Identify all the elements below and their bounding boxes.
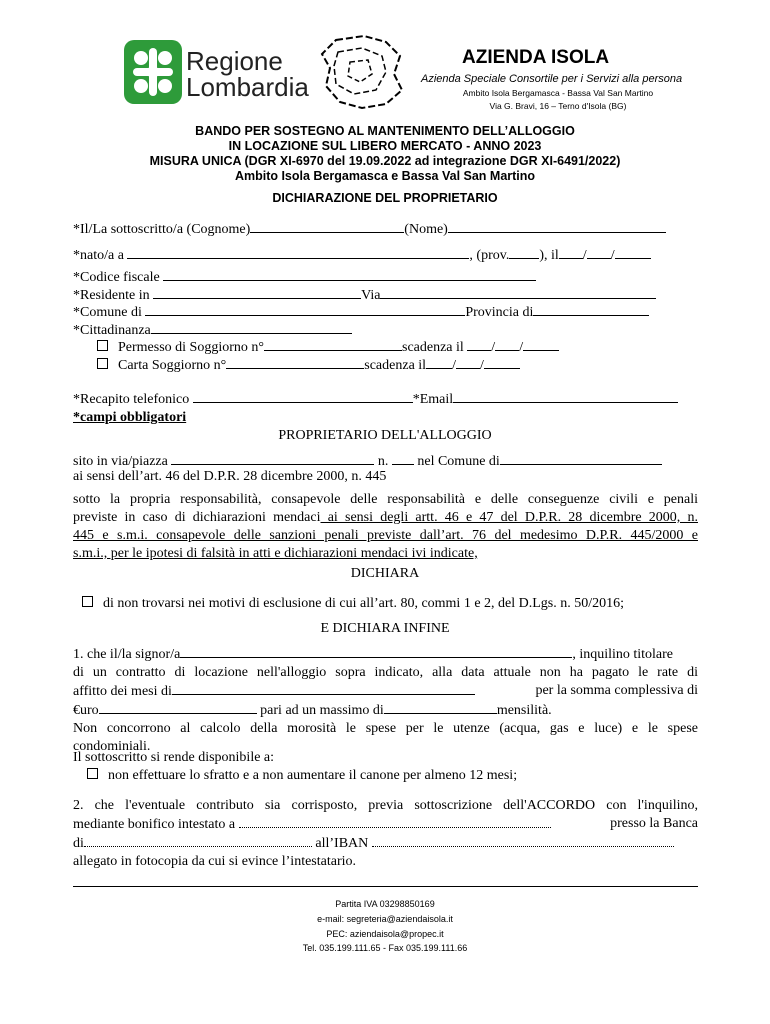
disponibile-text: Il sottoscritto si rende disponibile a: — [73, 750, 275, 765]
regione-lombardia-logo — [124, 40, 309, 104]
field-row-nascita — [73, 246, 651, 264]
slash: / — [479, 358, 484, 373]
input-nome[interactable] — [448, 220, 666, 233]
input-indirizzo-alloggio[interactable] — [171, 452, 374, 465]
field-row-cf — [73, 268, 536, 286]
section-heading-proprietario: PROPRIETARIO DELL'ALLOGGIO — [278, 428, 492, 443]
input-anno-nascita[interactable] — [615, 246, 651, 259]
label-nel-comune: nel Comune di — [417, 454, 500, 469]
page-title: DICHIARAZIONE DEL PROPRIETARIO — [272, 191, 498, 205]
input-mensilita[interactable] — [384, 701, 497, 714]
org-address: Via G. Bravi, 16 – Terno d'Isola (BG) — [489, 101, 627, 111]
label-recapito: *Recapito telefonico — [73, 392, 190, 407]
infine-line-2: di un contratto di locazione nell'alloggio sopra indicato, alla data attuale non ha pagato le rate di — [73, 665, 698, 680]
org-name: AZIENDA ISOLA — [462, 47, 610, 68]
input-email[interactable] — [453, 390, 678, 403]
input-banca[interactable] — [84, 834, 312, 847]
input-mese-nascita[interactable] — [587, 246, 611, 259]
responsabilita-paragraph — [73, 491, 698, 563]
section-heading-dichiara: DICHIARA — [350, 566, 420, 581]
field-row-permesso — [97, 338, 559, 356]
infine-line-3: affitto dei mesi di per la somma complessiva di — [73, 683, 698, 699]
slash: / — [582, 248, 587, 263]
slash: / — [452, 358, 456, 373]
org-area: Ambito Isola Bergamasca - Bassa Val San Martino — [462, 88, 654, 98]
section-heading-infine: E DICHIARA INFINE — [320, 621, 450, 636]
field-row-cittadinanza — [73, 321, 352, 339]
infine-line-5: Non concorrono al calcolo della morosità le spese per le utenze (acqua, gas e luce) e le spese — [73, 721, 698, 736]
input-codice-fiscale[interactable] — [163, 268, 536, 281]
input-comune-alloggio[interactable] — [500, 452, 662, 465]
label-nome: (Nome) — [404, 222, 448, 237]
input-carta-numero[interactable] — [226, 356, 364, 369]
label-scadenza: scadenza il — [402, 340, 464, 355]
label-cognome: *Il/La sottoscritto/a (Cognome) — [73, 222, 251, 237]
lombardia-rose-icon — [124, 40, 182, 104]
label-cittadinanza: *Cittadinanza — [73, 323, 151, 338]
input-luogo-nascita[interactable] — [127, 246, 469, 259]
field-row-residenza — [73, 286, 656, 304]
input-telefono[interactable] — [193, 390, 413, 403]
input-intestatario[interactable] — [239, 815, 551, 828]
field-row-comune — [73, 303, 649, 321]
input-residenza[interactable] — [153, 286, 361, 299]
label-nato: *nato/a a — [73, 248, 124, 263]
label-comune: *Comune di — [73, 305, 142, 320]
input-via[interactable] — [380, 286, 656, 299]
footer-piva: Partita IVA 03298850169 — [335, 899, 435, 909]
title-line-4: Ambito Isola Bergamasca e Bassa Val San Martino — [234, 169, 536, 183]
required-fields-note: *campi obbligatori — [73, 410, 187, 425]
resp-line-1: sotto la propria responsabilità, consapevole delle responsabilità e delle conseguenze civili e penali — [73, 492, 698, 507]
infine-paragraph-1 — [73, 645, 698, 756]
label-il: ), il — [539, 248, 559, 263]
azienda-isola-map-logo — [316, 32, 408, 112]
input-civico[interactable] — [392, 452, 414, 465]
input-carta-mese[interactable] — [456, 356, 480, 369]
field-row-contatti — [73, 390, 678, 408]
contributo-line-3: di all’IBAN — [73, 834, 698, 853]
input-cognome[interactable] — [250, 220, 404, 233]
label-numero: n. — [377, 454, 389, 469]
footer-email: e-mail: segreteria@aziendaisola.it — [317, 914, 453, 924]
dichiara-item — [82, 596, 624, 612]
contributo-line-1: 2. che l'eventuale contributo sia corrisposto, previa sottoscrizione dell'ACCORDO con l'inquilino, — [73, 798, 698, 813]
checkbox-esclusione[interactable] — [82, 596, 93, 607]
input-carta-anno[interactable] — [484, 356, 520, 369]
disponibile-item — [87, 768, 517, 784]
field-row-name — [73, 220, 666, 238]
slash: / — [519, 340, 524, 355]
input-mesi[interactable] — [172, 682, 475, 695]
input-importo[interactable] — [99, 701, 257, 714]
label-scadenza: scadenza il — [364, 358, 427, 373]
input-provincia[interactable] — [533, 303, 649, 316]
input-carta-giorno[interactable] — [426, 356, 452, 369]
label-prov: , (prov. — [469, 248, 510, 263]
input-permesso-anno[interactable] — [523, 338, 559, 351]
input-permesso-mese[interactable] — [495, 338, 519, 351]
logo-text-regione: Regione — [186, 46, 283, 76]
input-inquilino[interactable] — [180, 645, 572, 658]
resp-line-4: s.m.i., per le ipotesi di falsità in atti e dichiarazioni mendaci ivi indicate, — [73, 546, 478, 561]
checkbox-permesso[interactable] — [97, 340, 108, 351]
org-subtitle: Azienda Speciale Consortile per i Servizi alla persona — [421, 73, 683, 85]
input-iban[interactable] — [372, 834, 674, 847]
label-email: *Email — [412, 392, 454, 407]
input-comune[interactable] — [145, 303, 465, 316]
infine-line-4: €uro pari ad un massimo di mensilità. — [73, 703, 552, 718]
contributo-paragraph — [73, 797, 698, 871]
ai-sensi-text: ai sensi dell’art. 46 del D.P.R. 28 dicembre 2000, n. 445 — [73, 469, 387, 484]
footer-tel: Tel. 035.199.111.65 - Fax 035.199.111.66 — [302, 943, 468, 953]
footer-divider — [73, 886, 698, 887]
dichiara-item-text: di non trovarsi nei motivi di esclusione di cui all’art. 80, commi 1 e 2, del D.Lgs. n. 50/2016; — [103, 596, 625, 611]
contributo-line-4: allegato in fotocopia da cui si evince l’intestatario. — [73, 854, 357, 869]
label-provincia: Provincia di — [465, 305, 534, 320]
slash: / — [610, 248, 615, 263]
label-permesso: Permesso di Soggiorno n° — [118, 340, 264, 355]
title-line-2: IN LOCAZIONE SUL LIBERO MERCATO - ANNO 2023 — [228, 139, 542, 153]
label-carta: Carta Soggiorno n° — [118, 358, 227, 373]
checkbox-sfratto[interactable] — [87, 768, 98, 779]
contributo-line-2: mediante bonifico intestato a presso la Banca — [73, 816, 698, 832]
logo-text-lombardia: Lombardia — [186, 72, 309, 102]
input-prov-nascita[interactable] — [509, 246, 539, 259]
field-row-sito — [73, 452, 662, 470]
disponibile-item-text: non effettuare lo sfratto e a non aumentare il canone per almeno 12 mesi; — [108, 768, 518, 783]
slash: / — [491, 340, 496, 355]
infine-line-1: 1. che il/la signor/a , inquilino titolare — [73, 647, 674, 662]
resp-line-2: previste in caso di dichiarazioni mendaci ai sensi degli artt. 46 e 47 del D.P.R. 28 dicembre 2000, n. — [73, 510, 698, 525]
input-giorno-nascita[interactable] — [559, 246, 583, 259]
field-row-carta — [97, 356, 520, 374]
label-via: Via — [361, 288, 381, 303]
input-permesso-giorno[interactable] — [467, 338, 491, 351]
infine-line-6: condominiali. — [73, 739, 151, 754]
label-residente: *Residente in — [73, 288, 150, 303]
checkbox-carta[interactable] — [97, 358, 108, 369]
title-line-1: BANDO PER SOSTEGNO AL MANTENIMENTO DELL’ALLOGGIO — [195, 124, 575, 138]
input-permesso-numero[interactable] — [264, 338, 402, 351]
title-line-3: MISURA UNICA (DGR XI-6970 del 19.09.2022 ad integrazione DGR XI-6491/2022) — [149, 154, 621, 168]
resp-line-3: 445 e s.m.i. consapevole delle sanzioni penali previste dall’art. 76 del medesimo D.P.R. 445/2000 e — [73, 528, 698, 543]
input-cittadinanza[interactable] — [151, 321, 352, 334]
footer-pec: PEC: aziendaisola@propec.it — [326, 929, 444, 939]
label-codice-fiscale: *Codice fiscale — [73, 270, 160, 285]
label-sito: sito in via/piazza — [73, 454, 168, 469]
